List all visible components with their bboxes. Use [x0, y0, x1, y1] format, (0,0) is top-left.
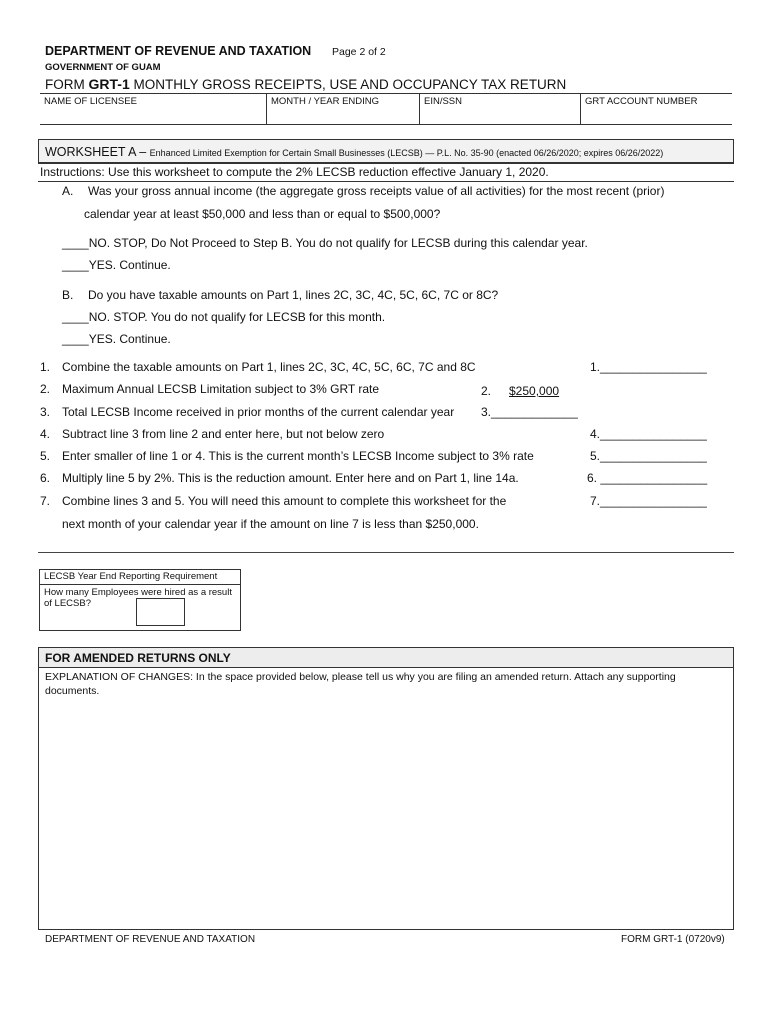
- line-2-inline-number: 2.: [481, 384, 492, 398]
- line-3-field[interactable]: 3._____________: [481, 405, 578, 419]
- line-2-text: Maximum Annual LECSB Limitation subject to 3% GRT rate: [62, 382, 380, 396]
- footer-form-id: FORM GRT-1 (0720v9): [621, 934, 725, 945]
- line-6-number: 6.: [40, 471, 51, 485]
- employees-hired-input[interactable]: [136, 598, 185, 626]
- line-7-field[interactable]: 7.________________: [590, 494, 707, 508]
- year-end-reporting-box: [39, 569, 241, 631]
- step-a-yes-option[interactable]: ____YES. Continue.: [62, 258, 171, 272]
- employees-hired-question: How many Employees were hired as a result of LECSB?: [44, 587, 232, 609]
- name-of-licensee-label: NAME OF LICENSEE: [44, 96, 137, 107]
- line-5-number: 5.: [40, 449, 51, 463]
- step-a-no-option[interactable]: ____NO. STOP, Do Not Proceed to Step B. You do not qualify for LECSB during this calendar year.: [62, 236, 588, 250]
- line-7-number: 7.: [40, 494, 51, 508]
- amended-returns-title: FOR AMENDED RETURNS ONLY: [39, 648, 733, 668]
- ein-ssn-label: EIN/SSN: [424, 96, 463, 107]
- ein-ssn-field[interactable]: [419, 94, 580, 124]
- grt-account-label: GRT ACCOUNT NUMBER: [585, 96, 698, 107]
- line-6-text: Multiply line 5 by 2%. This is the reduction amount. Enter here and on Part 1, line 14a.: [62, 471, 519, 485]
- step-a-question-line2: calendar year at least $50,000 and less than or equal to $500,000?: [84, 207, 441, 221]
- form-title: [45, 76, 566, 92]
- line-7-text: Combine lines 3 and 5. You will need this amount to complete this worksheet for the: [62, 494, 507, 508]
- month-year-label: MONTH / YEAR ENDING: [271, 96, 380, 107]
- line-6-field[interactable]: 6. ________________: [587, 471, 708, 485]
- amended-returns-box: [38, 647, 734, 930]
- name-of-licensee-field[interactable]: [40, 94, 266, 124]
- line-5-text: Enter smaller of line 1 or 4. This is the current month’s LECSB Income subject to 3% rate: [62, 449, 534, 463]
- form-title-text: MONTHLY GROSS RECEIPTS, USE AND OCCUPANCY TAX RETURN: [129, 77, 567, 92]
- form-prefix: FORM: [45, 77, 89, 92]
- step-b-letter: B.: [62, 288, 74, 302]
- page-number: Page 2 of 2: [332, 46, 386, 58]
- step-b-question: Do you have taxable amounts on Part 1, lines 2C, 3C, 4C, 5C, 6C, 7C or 8C?: [88, 288, 499, 302]
- grt-account-field[interactable]: [580, 94, 732, 124]
- year-end-title: LECSB Year End Reporting Requirement: [40, 570, 240, 585]
- government-title: GOVERNMENT OF GUAM: [45, 62, 161, 73]
- step-a-letter: A.: [62, 184, 74, 198]
- form-id: GRT-1: [88, 76, 130, 92]
- line-2-value: $250,000: [509, 384, 560, 398]
- line-1-number: 1.: [40, 360, 51, 374]
- worksheet-title-box: [38, 139, 734, 164]
- worksheet-instructions: Instructions: Use this worksheet to compute the 2% LECSB reduction effective January 1, 2020.: [40, 165, 549, 179]
- step-a-question-line1: Was your gross annual income (the aggregate gross receipts value of all activities) for the most recent (prior): [88, 184, 665, 198]
- worksheet-bottom-divider: [38, 552, 734, 553]
- worksheet-title-detail: Enhanced Limited Exemption for Certain Small Businesses (LECSB) — P.L. No. 35-90 (enacted 06/26/2020; expires 06/26/2022): [149, 148, 664, 158]
- line-2-number: 2.: [40, 382, 51, 396]
- footer-department: DEPARTMENT OF REVENUE AND TAXATION: [45, 934, 256, 945]
- month-year-field[interactable]: [266, 94, 419, 124]
- line-4-field[interactable]: 4.________________: [590, 427, 707, 441]
- worksheet-title-main: WORKSHEET A –: [45, 145, 150, 159]
- line-1-text: Combine the taxable amounts on Part 1, lines 2C, 3C, 4C, 5C, 6C, 7C and 8C: [62, 360, 476, 374]
- line-3-text: Total LECSB Income received in prior months of the current calendar year: [62, 405, 455, 419]
- step-b-no-option[interactable]: ____NO. STOP. You do not qualify for LECSB for this month.: [62, 310, 386, 324]
- department-title: DEPARTMENT OF REVENUE AND TAXATION: [45, 44, 312, 58]
- line-4-text: Subtract line 3 from line 2 and enter here, but not below zero: [62, 427, 385, 441]
- line-5-field[interactable]: 5.________________: [590, 449, 707, 463]
- explanation-of-changes-text: EXPLANATION OF CHANGES: In the space provided below, please tell us why you are filing an amended return. Attach any supporting documents.: [45, 671, 676, 697]
- line-4-number: 4.: [40, 427, 51, 441]
- licensee-info-row: [40, 93, 732, 125]
- line-3-number: 3.: [40, 405, 51, 419]
- line-1-field[interactable]: 1.________________: [590, 360, 707, 374]
- instructions-divider: [38, 181, 734, 182]
- worksheet-title: [45, 145, 663, 159]
- step-b-yes-option[interactable]: ____YES. Continue.: [62, 332, 171, 346]
- line-7-text-continued: next month of your calendar year if the amount on line 7 is less than $250,000.: [62, 517, 479, 531]
